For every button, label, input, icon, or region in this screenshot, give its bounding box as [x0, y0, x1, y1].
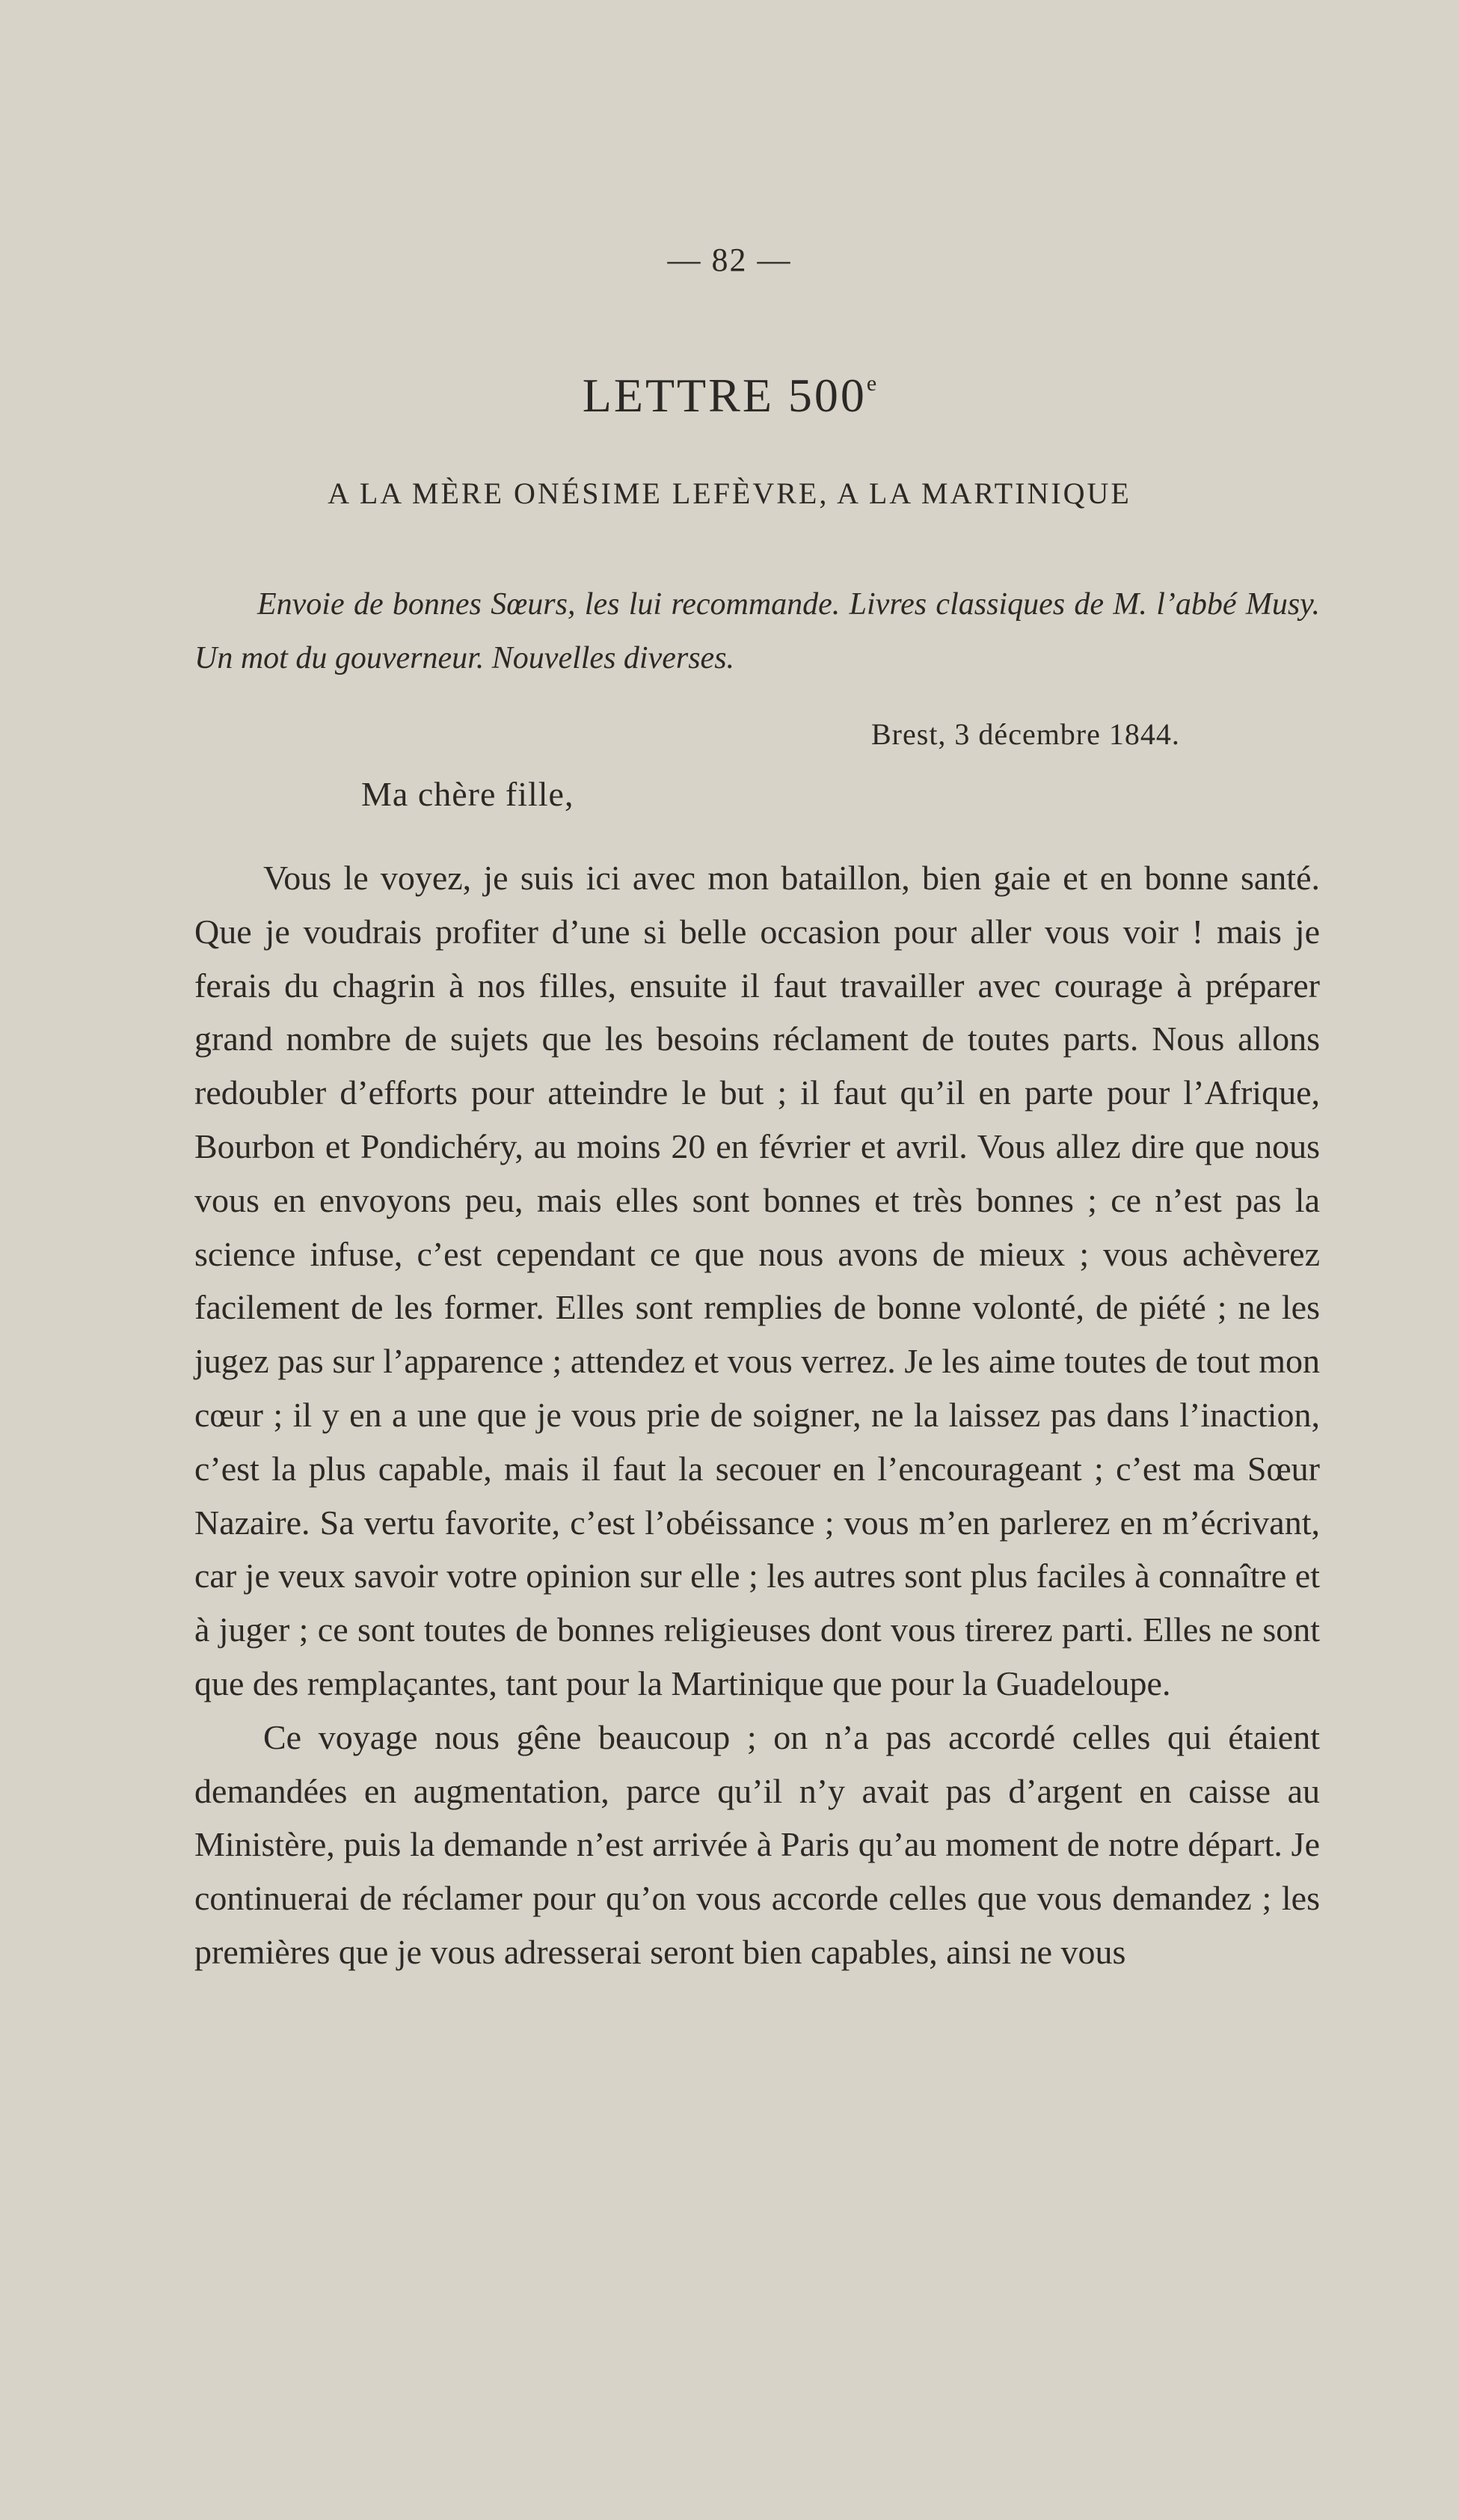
- body-paragraph-1: Vous le voyez, je suis ici avec mon bataillon, bien gaie et en bonne santé. Que je voudrais profiter d’une si belle occasion pour aller vous voir ! mais je ferais du chagrin à nos filles, ensuite il faut travailler avec courage à préparer grand nombre de sujets que les besoins réclament de toutes parts. Nous allons redoubler d’efforts pour atteindre le but ; il faut qu’il en parte pour l’Afrique, Bourbon et Pondichéry, au moins 20 en février et avril. Vous allez dire que nous vous en envoyons peu, mais elles sont bonnes et très bonnes ; ce n’est pas la science infuse, c’est cependant ce que nous avons de mieux ; vous achèverez facilement de les former. Elles sont remplies de bonne volonté, de piété ; ne les jugez pas sur l’apparence ; attendez et vous verrez. Je les aime toutes de tout mon cœur ; il y en a une que je vous prie de soigner, ne la laissez pas dans l’inaction, c’est la plus capable, mais il faut la secouer en l’encourageant ; c’est ma Sœur Nazaire. Sa vertu favorite, c’est l’obéissance ; vous m’en parlerez en m’écrivant, car je veux savoir votre opinion sur elle ; les autres sont plus faciles à connaître et à juger ; ce sont toutes de bonnes religieuses dont vous tirerez parti. Elles ne sont que des remplaçantes, tant pour la Martinique que pour la Guadeloupe.: [194, 859, 1320, 1702]
- recipient-heading: A LA MÈRE ONÉSIME LEFÈVRE, A LA MARTINIQUE: [328, 476, 1131, 510]
- letter-title-text: LETTRE 500: [582, 369, 867, 422]
- letter-summary: Envoie de bonnes Sœurs, les lui recommande. Livres classiques de M. l’abbé Musy. Un mot du gouverneur. Nouvelles diverses.: [194, 587, 1320, 675]
- page-number: — 82 —: [667, 242, 792, 278]
- salutation: Ma chère fille,: [361, 775, 574, 813]
- letter-body: [194, 851, 1320, 1979]
- dateline: Brest, 3 décembre 1844.: [871, 717, 1180, 751]
- body-paragraph-2: Ce voyage nous gêne beaucoup ; on n’a pas accordé celles qui étaient demandées en augmentation, parce qu’il n’y avait pas d’argent en caisse au Ministère, puis la demande n’est arrivée à Paris qu’au moment de notre départ. Je continuerai de réclamer pour qu’on vous accorde celles que vous demandez ; les premières que je vous adresserai seront bien capables, ainsi ne vous: [194, 1717, 1320, 1971]
- letter-title-superscript: e: [866, 371, 877, 396]
- letter-title: [0, 368, 1459, 423]
